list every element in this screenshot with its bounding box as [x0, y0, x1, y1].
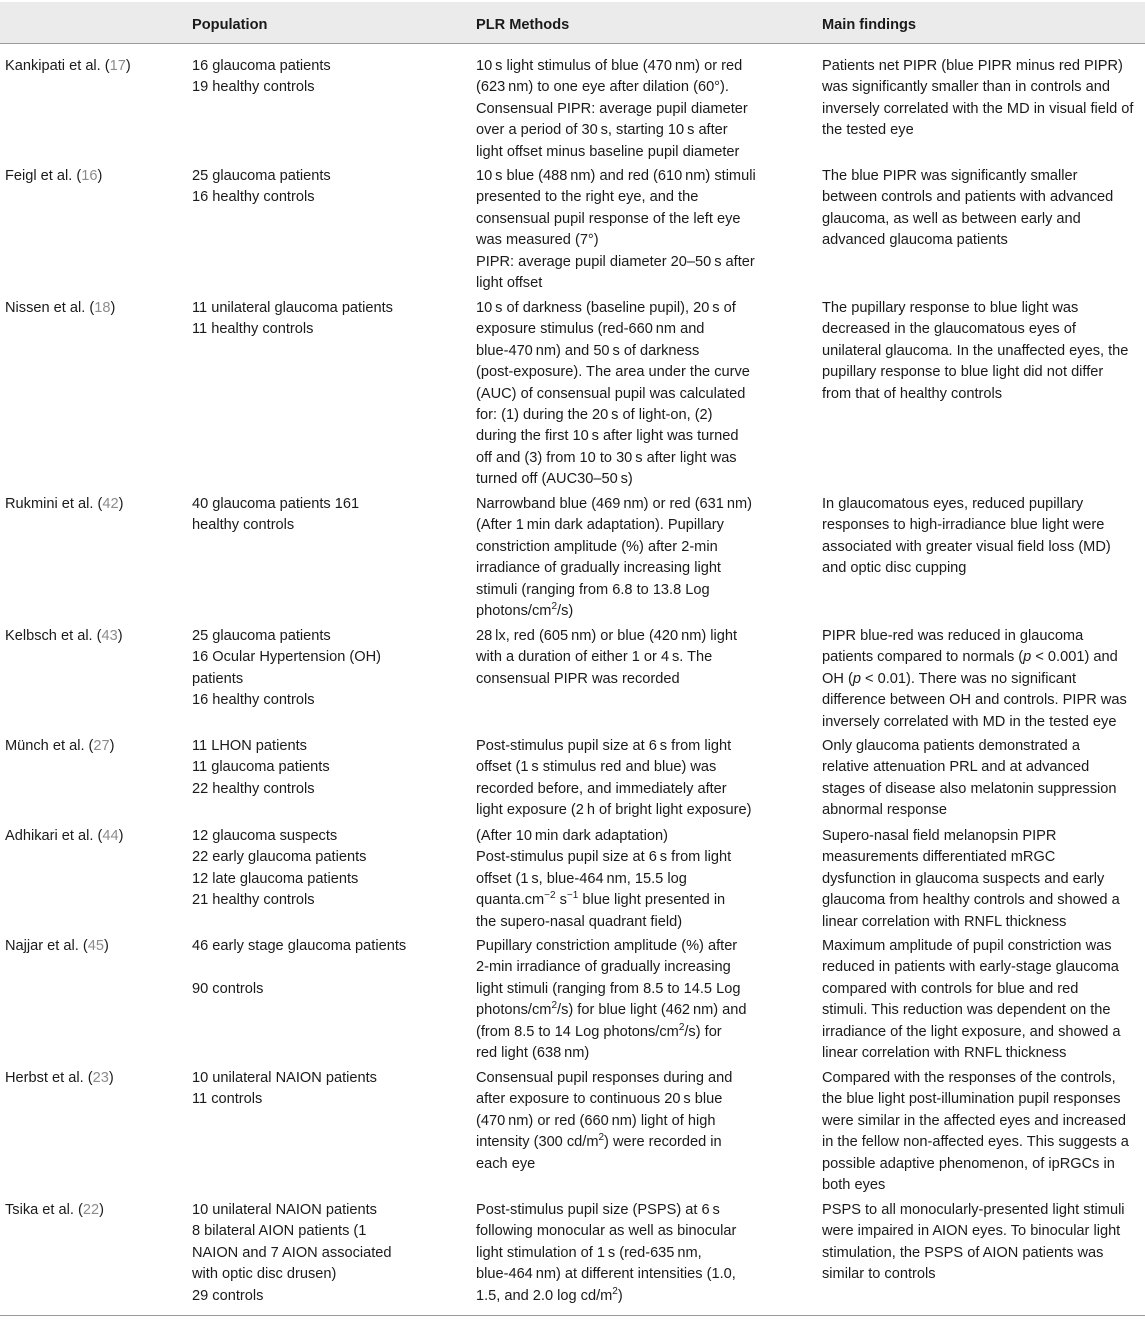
cell-line: decreased in the glaucomatous eyes of: [822, 321, 1076, 338]
cell-line: pupillary response to blue light did not differ: [822, 364, 1104, 381]
cell-line: 29 controls: [192, 1287, 264, 1304]
author-cell: Kelbsch et al. (43): [5, 628, 123, 644]
cell-line: from that of healthy controls: [822, 385, 1003, 402]
cell-line: 2-min irradiance of gradually increasing: [476, 959, 731, 976]
cell-line: 19 healthy controls: [192, 79, 315, 96]
table-header-rule: [0, 43, 1145, 44]
cell-line: dysfunction in glaucoma suspects and early: [822, 870, 1105, 887]
cell-line: 28 lx, red (605 nm) or blue (420 nm) light: [476, 628, 738, 644]
cell-line: over a period of 30 s, starting 10 s after: [476, 122, 728, 139]
cell-line: was measured (7°): [476, 232, 599, 249]
cell-line: OH (p < 0.01). There was no significant: [822, 670, 1077, 687]
cell-line: $quanta.cm^{-2}$ $s^{-1}$ blue light presented in: [476, 890, 726, 909]
methods-cell: [476, 1068, 811, 1175]
cell-line: NAION and 7 AION associated: [192, 1244, 392, 1261]
cell-line: offset (1 s, blue-464 nm, 15.5 log: [476, 870, 687, 887]
author-cell: Tsika et al. (22): [5, 1202, 104, 1218]
population-cell: [192, 494, 464, 537]
cell-line: Patients net PIPR (blue PIPR minus red PIPR): [822, 58, 1123, 74]
reference-link[interactable]: 44: [102, 828, 119, 844]
cell-line: Pupillary constriction amplitude (%) after: [476, 938, 738, 954]
cell-line: light stimulation of 1 s (red-635 nm,: [476, 1244, 702, 1261]
methods-cell: [476, 736, 811, 822]
cell-line: both eyes: [822, 1177, 886, 1194]
findings-cell: [822, 626, 1142, 733]
cell-line: the blue light post-illumination pupil responses: [822, 1091, 1121, 1108]
cell-line: with a duration of either 1 or 4 s. The: [476, 649, 713, 666]
population-cell: [192, 626, 464, 712]
cell-line: photons/$cm^2/s$) for blue light (462 nm) and: [476, 1000, 747, 1019]
cell-line: linear correlation with RNFL thickness: [822, 913, 1067, 930]
author-cell: Münch et al. (27): [5, 738, 115, 754]
cell-line: 11 LHON patients: [192, 738, 307, 754]
reference-link[interactable]: 22: [82, 1202, 100, 1218]
cell-line: recorded before, and immediately after: [476, 780, 727, 797]
cell-line: Consensual PIPR: average pupil diameter: [476, 100, 748, 117]
methods-cell: [476, 826, 811, 933]
cell-line: 10 s light stimulus of blue (470 nm) or red: [476, 58, 743, 74]
findings-cell: [822, 494, 1142, 580]
cell-line: Post-stimulus pupil size at 6 s from light: [476, 738, 732, 754]
population-cell: [192, 1200, 464, 1307]
methods-cell: [476, 494, 811, 622]
findings-cell: [822, 1200, 1142, 1286]
cell-line: Consensual pupil responses during and: [476, 1070, 733, 1086]
cell-line: following monocular as well as binocular: [476, 1223, 737, 1240]
cell-line: 12 late glaucoma patients: [192, 870, 359, 887]
reference-link[interactable]: 17: [109, 58, 126, 74]
reference-link[interactable]: 23: [92, 1070, 109, 1086]
author-cell: Kankipati et al. (17): [5, 58, 131, 74]
cell-line: the supero-nasal quadrant field): [476, 913, 683, 930]
reference-link[interactable]: 42: [102, 496, 119, 512]
reference-link[interactable]: 27: [93, 738, 110, 754]
findings-cell: [822, 166, 1142, 252]
cell-line: In glaucomatous eyes, reduced pupillary: [822, 496, 1084, 512]
cell-line: 11 unilateral glaucoma patients: [192, 300, 393, 316]
cell-line: 8 bilateral AION patients (1: [192, 1223, 367, 1240]
cell-line: relative attenuation PRL and at advanced: [822, 759, 1090, 776]
cell-line: [192, 957, 464, 978]
cell-line: The blue PIPR was significantly smaller: [822, 168, 1078, 184]
cell-line: 12 glaucoma suspects: [192, 828, 338, 844]
cell-line: exposure stimulus (red-660 nm and: [476, 321, 705, 338]
cell-line: The pupillary response to blue light was: [822, 300, 1079, 316]
cell-line: patients: [192, 670, 244, 687]
population-cell: [192, 56, 464, 99]
reference-link[interactable]: 18: [94, 300, 111, 316]
cell-line: responses to high-irradiance blue light were: [822, 517, 1105, 534]
cell-line: 1.5, and 2.0 $\log cd/m^2$): [476, 1285, 623, 1304]
cell-line: were impaired in AION eyes. To binocular light: [822, 1223, 1121, 1240]
cell-line: (After 1 min dark adaptation). Pupillary: [476, 517, 724, 534]
cell-line: 21 healthy controls: [192, 892, 315, 909]
cell-line: intensity (300 $cd/m^2$) were recorded in: [476, 1132, 722, 1151]
cell-line: irradiance of the light exposure, and showed a: [822, 1023, 1121, 1040]
methods-cell: [476, 936, 811, 1064]
cell-line: (post-exposure). The area under the curve: [476, 364, 750, 381]
cell-line: (AUC) of consensual pupil was calculated: [476, 385, 746, 402]
cell-line: 22 healthy controls: [192, 780, 315, 797]
cell-line: consensual PIPR was recorded: [476, 670, 680, 687]
methods-cell: [476, 56, 811, 163]
cell-line: reduced in patients with early-stage glaucoma: [822, 959, 1119, 976]
author-cell: Herbst et al. (23): [5, 1070, 114, 1086]
cell-line: 11 glaucoma patients: [192, 759, 330, 776]
cell-line: light offset: [476, 275, 543, 292]
cell-line: Only glaucoma patients demonstrated a: [822, 738, 1080, 754]
cell-line: was significantly smaller than in controls and: [822, 79, 1110, 96]
cell-line: consensual pupil response of the left eye: [476, 210, 741, 227]
cell-line: measurements differentiated mRGC: [822, 849, 1056, 866]
cell-line: with optic disc drusen): [192, 1266, 337, 1283]
cell-line: Post-stimulus pupil size (PSPS) at 6 s: [476, 1202, 720, 1218]
cell-line: 16 healthy controls: [192, 189, 315, 206]
cell-line: inversely correlated with MD in the tested eye: [822, 713, 1117, 730]
findings-cell: [822, 736, 1142, 822]
cell-line: during the first 10 s after light was turned: [476, 428, 739, 445]
header-main-findings: Main findings: [822, 17, 917, 33]
cell-line: stimuli (ranging from 6.8 to 13.8 Log: [476, 581, 710, 598]
cell-line: light stimuli (ranging from 8.5 to 14.5 Log: [476, 980, 741, 997]
cell-line: red light (638 nm): [476, 1045, 590, 1062]
cell-line: stimuli. This reduction was dependent on the: [822, 1002, 1111, 1019]
table-header: [0, 2, 1145, 44]
cell-line: between controls and patients with advanced: [822, 189, 1114, 206]
reference-link[interactable]: 43: [101, 628, 118, 644]
cell-line: blue-464 nm) at different intensities (1.0,: [476, 1266, 736, 1283]
cell-line: Maximum amplitude of pupil constriction was: [822, 938, 1112, 954]
cell-line: 11 healthy controls: [192, 321, 314, 338]
findings-cell: [822, 936, 1142, 1064]
cell-line: each eye: [476, 1155, 536, 1172]
author-cell: Nissen et al. (18): [5, 300, 116, 316]
cell-line: stages of disease also melatonin suppression: [822, 780, 1117, 797]
cell-line: 40 glaucoma patients 161: [192, 496, 360, 512]
findings-cell: [822, 56, 1142, 142]
cell-line: photons/$cm^2/s$): [476, 601, 574, 620]
cell-line: 10 s blue (488 nm) and red (610 nm) stimuli: [476, 168, 756, 184]
cell-line: Compared with the responses of the controls,: [822, 1070, 1116, 1086]
cell-line: compared with controls for blue and red: [822, 980, 1079, 997]
population-cell: [192, 298, 464, 341]
cell-line: the tested eye: [822, 122, 914, 139]
cell-line: Supero-nasal field melanopsin PIPR: [822, 828, 1057, 844]
cell-line: and optic disc cupping: [822, 560, 967, 577]
methods-cell: [476, 166, 811, 294]
cell-line: PSPS to all monocularly-presented light stimuli: [822, 1202, 1125, 1218]
cell-line: linear correlation with RNFL thickness: [822, 1045, 1067, 1062]
cell-line: 22 early glaucoma patients: [192, 849, 367, 866]
cell-line: inversely correlated with the MD in visual field of: [822, 100, 1134, 117]
cell-line: advanced glaucoma patients: [822, 232, 1008, 249]
methods-cell: [476, 1200, 811, 1307]
cell-line: unilateral glaucoma. In the unaffected eyes, the: [822, 342, 1129, 359]
cell-line: 16 Ocular Hypertension (OH): [192, 649, 381, 666]
author-cell: Najjar et al. (45): [5, 938, 109, 954]
findings-cell: [822, 826, 1142, 933]
population-cell: [192, 736, 464, 800]
population-cell: [192, 936, 464, 1000]
cell-line: 46 early stage glaucoma patients: [192, 938, 407, 954]
cell-line: PIPR blue-red was reduced in glaucoma: [822, 628, 1084, 644]
reference-link[interactable]: 16: [81, 168, 98, 184]
cell-line: (After 10 min dark adaptation): [476, 828, 668, 844]
cell-line: 10 unilateral NAION patients: [192, 1070, 377, 1086]
header-plr-methods: PLR Methods: [476, 17, 570, 33]
cell-line: light exposure (2 h of bright light exposure): [476, 802, 752, 819]
cell-line: possible adaptive phenomenon, of ipRGCs in: [822, 1155, 1115, 1172]
cell-line: irradiance of gradually increasing light: [476, 560, 721, 577]
population-cell: [192, 826, 464, 912]
methods-cell: [476, 298, 811, 491]
cell-line: similar to controls: [822, 1266, 936, 1283]
header-population: Population: [192, 17, 268, 33]
methods-cell: [476, 626, 811, 690]
cell-line: 16 healthy controls: [192, 692, 315, 709]
author-cell: Rukmini et al. (42): [5, 496, 124, 512]
cell-line: (470 nm) or red (660 nm) light of high: [476, 1112, 716, 1129]
cell-line: offset (1 s stimulus red and blue) was: [476, 759, 717, 776]
cell-line: 25 glaucoma patients: [192, 628, 331, 644]
table-bottom-rule: [0, 1315, 1145, 1316]
cell-line: presented to the right eye, and the: [476, 189, 699, 206]
cell-line: constriction amplitude (%) after 2-min: [476, 538, 718, 555]
cell-line: Post-stimulus pupil size at 6 s from light: [476, 849, 732, 866]
cell-line: stimulation, the PSPS of AION patients was: [822, 1244, 1104, 1261]
cell-line: PIPR: average pupil diameter 20–50 s after: [476, 253, 755, 270]
cell-line: associated with greater visual field loss (MD): [822, 538, 1111, 555]
findings-cell: [822, 1068, 1142, 1196]
cell-line: 10 unilateral NAION patients: [192, 1202, 377, 1218]
cell-line: glaucoma from healthy controls and showed a: [822, 892, 1120, 909]
cell-line: (from 8.5 to 14 Log photons/$cm^2/s$) for: [476, 1021, 722, 1040]
cell-line: were similar in the affected eyes and increased: [822, 1112, 1126, 1129]
cell-line: healthy controls: [192, 517, 295, 534]
author-cell: Adhikari et al. (44): [5, 828, 124, 844]
cell-line: 10 s of darkness (baseline pupil), 20 s of: [476, 300, 736, 316]
population-cell: [192, 166, 464, 209]
cell-line: patients compared to normals (p < 0.001) and: [822, 649, 1118, 666]
cell-line: 90 controls: [192, 980, 264, 997]
cell-line: 25 glaucoma patients: [192, 168, 331, 184]
author-cell: Feigl et al. (16): [5, 168, 103, 184]
cell-line: in the fellow non-affected eyes. This suggests a: [822, 1134, 1129, 1151]
population-cell: [192, 1068, 464, 1111]
cell-line: for: (1) during the 20 s of light-on, (2): [476, 407, 713, 424]
cell-line: glaucoma, as well as between early and: [822, 210, 1081, 227]
reference-link[interactable]: 45: [87, 938, 104, 954]
cell-line: 16 glaucoma patients: [192, 58, 331, 74]
cell-line: difference between OH and controls. PIPR was: [822, 692, 1127, 709]
cell-line: Narrowband blue (469 nm) or red (631 nm): [476, 496, 752, 512]
cell-line: 11 controls: [192, 1091, 263, 1108]
cell-line: after exposure to continuous 20 s blue: [476, 1091, 723, 1108]
findings-cell: [822, 298, 1142, 405]
cell-line: turned off (AUC30–50 s): [476, 471, 633, 488]
cell-line: abnormal response: [822, 802, 947, 819]
cell-line: off and (3) from 10 to 30 s after light was: [476, 449, 737, 466]
cell-line: blue-470 nm) and 50 s of darkness: [476, 342, 700, 359]
cell-line: light offset minus baseline pupil diameter: [476, 143, 740, 160]
cell-line: (623 nm) to one eye after dilation (60°).: [476, 79, 729, 96]
